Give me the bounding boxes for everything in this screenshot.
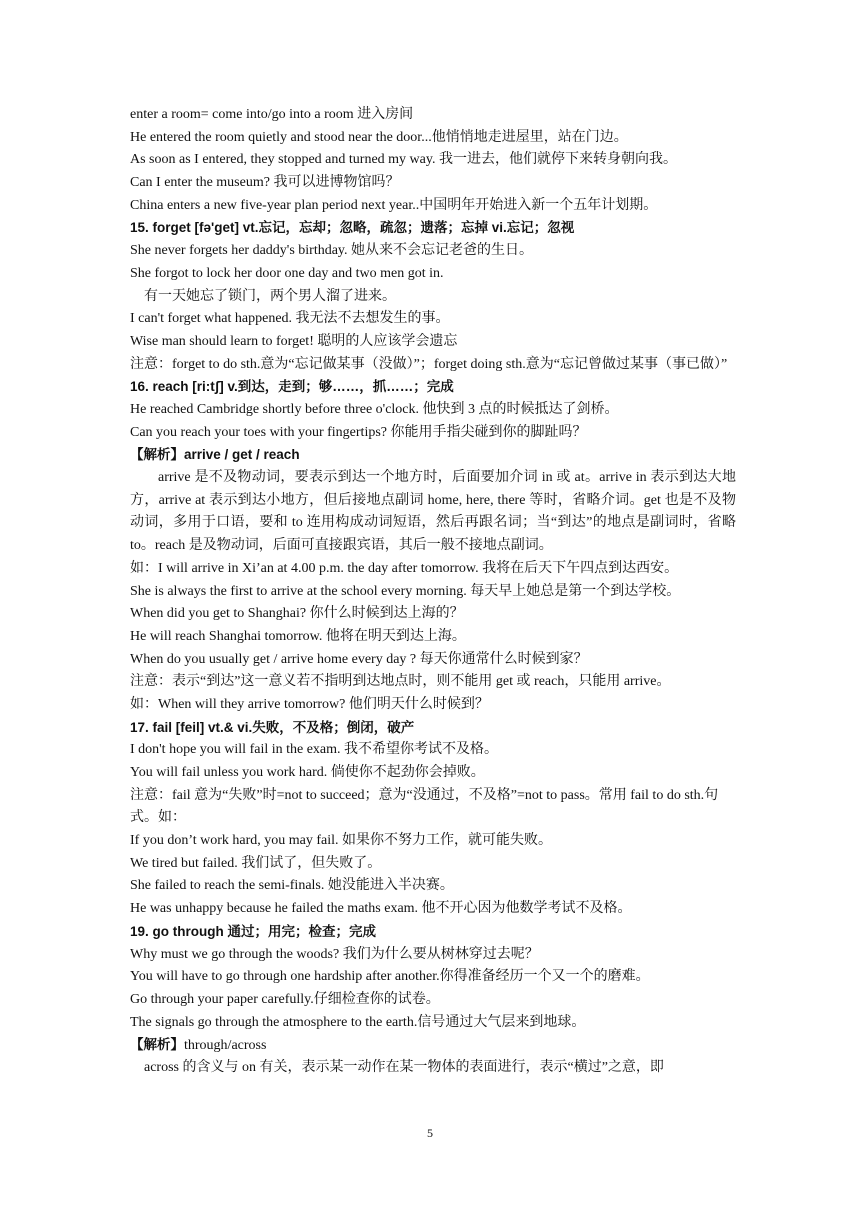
text-line: He was unhappy because he failed the maths exam. 他不开心因为他数学考试不及格。 xyxy=(130,901,632,917)
text-line: She forgot to lock her door one day and two men got in. xyxy=(130,265,444,281)
text-line: The signals go through the atmosphere to the earth.信号通过大气层来到地球。 xyxy=(130,1014,586,1030)
text-line: He will reach Shanghai tomorrow. 他将在明天到达上海。 xyxy=(130,628,466,644)
analysis-label: 【解析】 xyxy=(130,1037,184,1054)
text-line: Can you reach your toes with your fingertips? 你能用手指尖碰到你的脚趾吗？ xyxy=(130,424,587,440)
text-line: I don't hope you will fail in the exam. 我不希望你考试不及格。 xyxy=(130,742,499,758)
text-line: You will fail unless you work hard. 倘使你不起劲你会掉败。 xyxy=(130,765,485,781)
analysis-heading xyxy=(130,444,736,467)
vocab-heading-go-through: 19. go through 通过；用完；检查；完成 xyxy=(130,923,376,939)
text-line: He reached Cambridge shortly before three o'clock. 他快到 3 点的时候抵达了剑桥。 xyxy=(130,401,619,417)
text-line: Can I enter the museum? 我可以进博物馆吗？ xyxy=(130,175,400,191)
text-line: When did you get to Shanghai? 你什么时候到达上海的？ xyxy=(130,606,464,622)
text-line: I can't forget what happened. 我无法不去想发生的事。 xyxy=(130,311,450,327)
page-number: 5 xyxy=(427,1126,433,1140)
text-line: As soon as I entered, they stopped and turned my way. 我一进去，他们就停下来转身朝向我。 xyxy=(130,152,677,168)
text-line: Wise man should learn to forget! 聪明的人应该学会遗忘 xyxy=(130,333,458,349)
analysis-topic: through/across xyxy=(184,1038,267,1054)
analysis-paragraph: arrive 是不及物动词，要表示到达一个地方时，后面要加介词 in 或 at。arrive in 表示到达大地方，arrive at 表示到达小地方，但后接地点副词 home, here, there 等时，省略介词。get 也是不及物动词，多用于口语，要和 to 连用构成动词短语，然后再跟名词；当“到达”的地点是副词时，省略 to。reach 是及物动词，后面可直接跟宾语，其后一般不接地点副词。 xyxy=(130,470,736,554)
text-line: China enters a new five-year plan period next year..中国明年开始进入新一个五年计划期。 xyxy=(130,197,658,213)
text-line: He entered the room quietly and stood near the door...他悄悄地走进屋里，站在门边。 xyxy=(130,129,628,145)
text-line: She failed to reach the semi-finals. 她没能进入半决赛。 xyxy=(130,878,454,894)
text-line: across 的含义与 on 有关，表示某一动作在某一物体的表面进行，表示“横过”之意，即 xyxy=(144,1059,664,1075)
text-line: She never forgets her daddy's birthday. 她从来不会忘记老爸的生日。 xyxy=(130,243,534,259)
vocab-heading-forget: 15. forget [fə'get] vt.忘记，忘却；忽略，疏忽；遗落；忘掉 vi.忘记；忽视 xyxy=(130,220,575,236)
text-line: When do you usually get / arrive home every day ? 每天你通常什么时候到家？ xyxy=(130,651,588,667)
page-body xyxy=(130,104,736,1080)
vocab-heading-fail: 17. fail [feil] vt.& vi.失败，不及格；倒闭，破产 xyxy=(130,719,415,735)
note-paragraph: 注意：fail 意为“失败”时=not to succeed；意为“没通过，不及格”=not to pass。常用 fail to do sth.句式。如： xyxy=(130,787,719,826)
text-line: Go through your paper carefully.仔细检查你的试卷。 xyxy=(130,991,440,1007)
analysis-heading xyxy=(130,1034,736,1057)
text-line: Why must we go through the woods? 我们为什么要从树林穿过去呢？ xyxy=(130,946,539,962)
note-paragraph: 注意：forget to do sth.意为“忘记做某事（没做）”；forget doing sth.意为“忘记曾做过某事（事已做）” xyxy=(130,356,728,372)
text-line: She is always the first to arrive at the school every morning. 每天早上她总是第一个到达学校。 xyxy=(130,583,681,599)
text-line: 注意：表示“到达”这一意义若不指明到达地点时，则不能用 get 或 reach，只能用 arrive。 xyxy=(130,674,671,690)
text-line: 如：I will arrive in Xi’an at 4.00 p.m. the day after tomorrow. 我将在后天下午四点到达西安。 xyxy=(130,560,679,576)
text-line: You will have to go through one hardship after another.你得准备经历一个又一个的磨难。 xyxy=(130,969,650,985)
analysis-label: 【解析】 xyxy=(130,447,184,464)
text-line: If you don’t work hard, you may fail. 如果你不努力工作，就可能失败。 xyxy=(130,833,553,849)
text-line: 如：When will they arrive tomorrow? 他们明天什么时候到？ xyxy=(130,696,489,712)
text-line: enter a room= come into/go into a room 进入房间 xyxy=(130,107,414,122)
text-line: We tired but failed. 我们试了，但失败了。 xyxy=(130,855,382,871)
analysis-topic: arrive / get / reach xyxy=(184,447,300,463)
text-line: 有一天她忘了锁门，两个男人溜了进来。 xyxy=(144,288,396,304)
vocab-heading-reach: 16. reach [ri:tʃ] v.到达，走到；够……，抓……；完成 xyxy=(130,379,454,395)
